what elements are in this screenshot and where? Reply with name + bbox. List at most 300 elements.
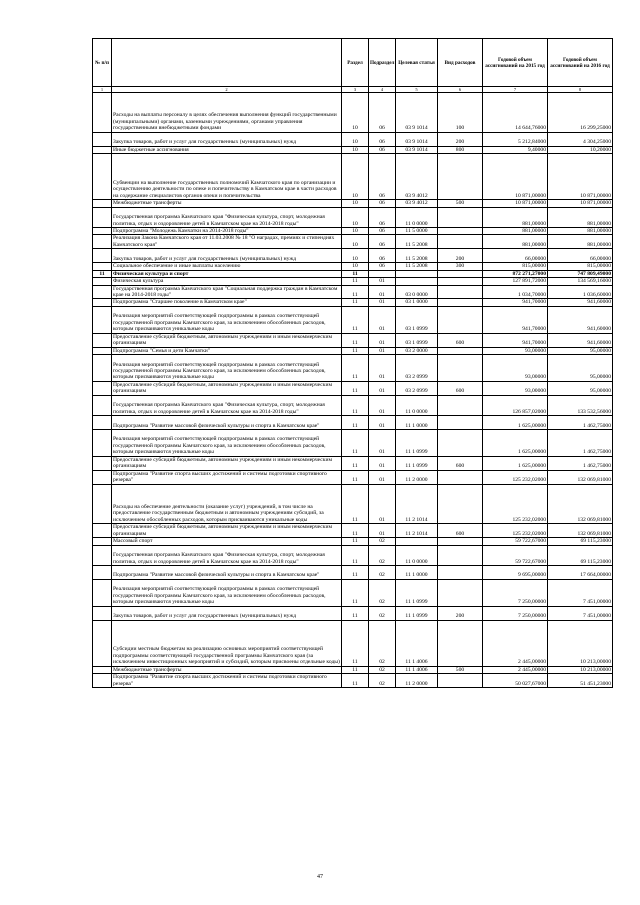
header-vol2016: Годовой объем ассигнований на 2016 год xyxy=(548,39,613,87)
row-number xyxy=(93,566,112,580)
target-article-code: 11 1 0000 xyxy=(396,566,438,580)
section-code: 11 xyxy=(342,416,369,430)
expense-name: Реализация мероприятий соответствующей подпрограммы в рамках соответствующей государственной программы Камчатского края, за исключением обособленных расходов, которым присваиваются уникальные коды xyxy=(112,355,342,382)
table-row xyxy=(93,263,613,270)
amount-2016: 10 213,00000 xyxy=(548,620,613,666)
expense-name: Физическая культура и спорт xyxy=(112,270,342,277)
target-article-code: 11 5 2008 xyxy=(396,235,438,249)
target-article-code: 11 0 0000 xyxy=(396,395,438,415)
target-article-code: 11 2 0000 xyxy=(396,470,438,484)
section-code: 10 xyxy=(342,146,369,153)
amount-2016: 132 069,81000 xyxy=(548,470,613,484)
amount-2016: 95,00000 xyxy=(548,355,613,382)
amount-2015: 815,00000 xyxy=(483,263,548,270)
expense-type-code: 600 xyxy=(438,524,483,538)
section-code: 11 xyxy=(342,620,369,666)
amount-2015: 2 445,00000 xyxy=(483,666,548,673)
row-number xyxy=(93,207,112,227)
subsection-code: 06 xyxy=(369,132,396,146)
expense-type-code xyxy=(438,395,483,415)
amount-2016: 10 213,00000 xyxy=(548,666,613,673)
subsection-code: 02 xyxy=(369,538,396,545)
expense-name: Подпрограмма "Молодежь Камчатки на 2014-2018 годы" xyxy=(112,227,342,234)
target-article-code: 11 2 1014 xyxy=(396,524,438,538)
row-number xyxy=(93,333,112,347)
table-row xyxy=(93,430,613,457)
table-row xyxy=(93,306,613,333)
section-code: 10 xyxy=(342,227,369,234)
expense-name: Закупка товаров, работ и услуг для государственных (муниципальных) нужд xyxy=(112,606,342,620)
header-subsection: Подраздел xyxy=(369,39,396,87)
table-row xyxy=(93,355,613,382)
section-code: 11 xyxy=(342,579,369,606)
amount-2016: 1 036,60000 xyxy=(548,285,613,299)
expense-type-code xyxy=(438,278,483,285)
target-article-code xyxy=(396,278,438,285)
target-article-code xyxy=(396,270,438,277)
subsection-code: 02 xyxy=(369,674,396,688)
expense-name: Реализация Закона Камчатского края от 11.03.2008 № 18 "О наградах, премиях и стипендиях Камчатского края" xyxy=(112,235,342,249)
expense-name: Предоставление субсидий бюджетным, автономным учреждениям и иным некоммерческим организациям xyxy=(112,381,342,395)
target-article-code: 03 2 0999 xyxy=(396,381,438,395)
expense-type-code: 600 xyxy=(438,381,483,395)
amount-2015: 7 250,00000 xyxy=(483,606,548,620)
table-row xyxy=(93,285,613,299)
expense-name: Государственная программа Камчатского края "Физическая культура, спорт, молодежная политика, отдых и оздоровление детей в Камчатском крае на 2014-2018 годы" xyxy=(112,395,342,415)
target-article-code: 03 1 0999 xyxy=(396,306,438,333)
header-name xyxy=(112,39,342,87)
expense-name: Субсидии местным бюджетам на реализацию основных мероприятий соответствующей подпрограммы соответствующей государственной программы Камчатского края (за исключением инвестиционных мероприятий и субсидий, которым присвоены отдельные коды) xyxy=(112,620,342,666)
amount-2016: 747 809,49000 xyxy=(548,270,613,277)
table-row xyxy=(93,524,613,538)
subsection-code: 02 xyxy=(369,620,396,666)
subsection-code: 01 xyxy=(369,285,396,299)
row-number xyxy=(93,263,112,270)
section-code: 11 xyxy=(342,674,369,688)
page-number: 47 xyxy=(317,874,323,880)
subsection-code xyxy=(369,270,396,277)
expense-type-code: 800 xyxy=(438,146,483,153)
subsection-code: 01 xyxy=(369,470,396,484)
table-row xyxy=(93,416,613,430)
amount-2016: 10,20000 xyxy=(548,146,613,153)
row-number xyxy=(93,524,112,538)
expense-name: Подпрограмма "Развитие массовой физической культуры и спорта в Камчатском крае" xyxy=(112,566,342,580)
amount-2015: 941,70000 xyxy=(483,299,548,306)
section-code: 11 xyxy=(342,538,369,545)
expense-type-code xyxy=(438,227,483,234)
amount-2015: 881,00000 xyxy=(483,207,548,227)
row-number: 11 xyxy=(93,270,112,277)
expense-type-code: 600 xyxy=(438,333,483,347)
amount-2015: 59 722,67000 xyxy=(483,538,548,545)
table-row xyxy=(93,132,613,146)
amount-2015: 941,70000 xyxy=(483,306,548,333)
section-code: 11 xyxy=(342,545,369,565)
subsection-code: 01 xyxy=(369,395,396,415)
section-code: 11 xyxy=(342,381,369,395)
amount-2015: 9,40000 xyxy=(483,146,548,153)
table-row xyxy=(93,333,613,347)
expense-type-code: 200 xyxy=(438,132,483,146)
table-row xyxy=(93,456,613,470)
row-number xyxy=(93,355,112,382)
expense-type-code xyxy=(438,430,483,457)
expense-type-code xyxy=(438,154,483,200)
expense-type-code xyxy=(438,235,483,249)
subsection-code: 01 xyxy=(369,416,396,430)
expense-name: Предоставление субсидий бюджетным, автономным учреждениям и иным некоммерческим организациям xyxy=(112,456,342,470)
subsection-code: 06 xyxy=(369,146,396,153)
amount-2016: 881,00000 xyxy=(548,235,613,249)
expense-name: Массовый спорт xyxy=(112,538,342,545)
amount-2015: 1 625,00000 xyxy=(483,430,548,457)
target-article-code: 03 1 0000 xyxy=(396,299,438,306)
row-number xyxy=(93,93,112,133)
expense-name: Подпрограмма "Развитие массовой физической культуры и спорта в Камчатском крае" xyxy=(112,416,342,430)
column-number: 6 xyxy=(438,87,483,93)
table-row xyxy=(93,381,613,395)
table-row xyxy=(93,154,613,200)
expense-type-code xyxy=(438,306,483,333)
table-row xyxy=(93,270,613,277)
table-row xyxy=(93,484,613,524)
table-row xyxy=(93,249,613,263)
expense-name: Подпрограмма "Семья и дети Камчатки" xyxy=(112,347,342,354)
expense-type-code xyxy=(438,355,483,382)
table-body xyxy=(93,93,613,688)
target-article-code: 11 0 0000 xyxy=(396,545,438,565)
expense-name: Предоставление субсидий бюджетным, автономным учреждениям и иным некоммерческим организациям xyxy=(112,333,342,347)
amount-2016: 941,60000 xyxy=(548,333,613,347)
subsection-code: 01 xyxy=(369,333,396,347)
expense-name: Иные бюджетные ассигнования xyxy=(112,146,342,153)
table-row xyxy=(93,299,613,306)
expense-name: Расходы на обеспечение деятельности (оказание услуг) учреждений, в том числе на предоставление государственным бюджетным и автономным учреждениям субсидий, за исключением обособленных расходов, которым присваиваются уникальные коды xyxy=(112,484,342,524)
amount-2016: 1 462,75000 xyxy=(548,456,613,470)
section-code: 11 xyxy=(342,355,369,382)
amount-2015: 125 232,02000 xyxy=(483,470,548,484)
target-article-code xyxy=(396,538,438,545)
row-number xyxy=(93,146,112,153)
expense-name: Расходы на выплаты персоналу в целях обеспечения выполнения функций государственными (муниципальными) органами, казенными учреждениями, органами управления государственными внебюджетными фондами xyxy=(112,93,342,133)
row-number xyxy=(93,674,112,688)
amount-2016: 7 451,00000 xyxy=(548,579,613,606)
column-number: 2 xyxy=(112,87,342,93)
header-target: Целевая статья xyxy=(396,39,438,87)
amount-2016: 1 462,75000 xyxy=(548,416,613,430)
expense-type-code: 500 xyxy=(438,666,483,673)
column-number: 5 xyxy=(396,87,438,93)
subsection-code: 06 xyxy=(369,227,396,234)
expense-type-code xyxy=(438,470,483,484)
row-number xyxy=(93,606,112,620)
subsection-code: 06 xyxy=(369,249,396,263)
amount-2016: 1 462,75000 xyxy=(548,430,613,457)
target-article-code: 11 1 4006 xyxy=(396,620,438,666)
expense-name: Подпрограмма "Развитие спорта высших достижений и системы подготовки спортивного резерва" xyxy=(112,470,342,484)
table-row xyxy=(93,470,613,484)
row-number xyxy=(93,430,112,457)
table-row xyxy=(93,538,613,545)
target-article-code: 11 1 4006 xyxy=(396,666,438,673)
amount-2015: 2 445,00000 xyxy=(483,620,548,666)
expense-type-code xyxy=(438,674,483,688)
section-code: 11 xyxy=(342,299,369,306)
section-code: 11 xyxy=(342,333,369,347)
table-row xyxy=(93,146,613,153)
amount-2016: 10 871,00000 xyxy=(548,154,613,200)
expense-name: Межбюджетные трансферты xyxy=(112,666,342,673)
amount-2015: 125 232,02000 xyxy=(483,524,548,538)
table-row xyxy=(93,278,613,285)
table-header-row xyxy=(93,39,613,87)
section-code: 11 xyxy=(342,278,369,285)
expense-name: Физическая культура xyxy=(112,278,342,285)
section-code: 10 xyxy=(342,249,369,263)
amount-2016: 95,00000 xyxy=(548,347,613,354)
row-number xyxy=(93,235,112,249)
subsection-code: 01 xyxy=(369,524,396,538)
table-row xyxy=(93,606,613,620)
expense-type-code: 300 xyxy=(438,263,483,270)
expense-type-code xyxy=(438,538,483,545)
section-code: 10 xyxy=(342,93,369,133)
row-number xyxy=(93,132,112,146)
table-row xyxy=(93,566,613,580)
expense-type-code xyxy=(438,347,483,354)
row-number xyxy=(93,579,112,606)
expense-name: Реализация мероприятий соответствующей подпрограммы в рамках соответствующей государственной программы Камчатского края, за исключением обособленных расходов, которым присваиваются уникальные коды xyxy=(112,306,342,333)
amount-2016: 95,00000 xyxy=(548,381,613,395)
amount-2016: 69 115,23000 xyxy=(548,538,613,545)
amount-2015: 93,00000 xyxy=(483,347,548,354)
table-row xyxy=(93,227,613,234)
target-article-code: 03 9 1014 xyxy=(396,93,438,133)
expense-type-code xyxy=(438,207,483,227)
expense-name: Закупка товаров, работ и услуг для государственных (муниципальных) нужд xyxy=(112,132,342,146)
amount-2015: 10 871,00000 xyxy=(483,200,548,207)
amount-2015: 5 212,84000 xyxy=(483,132,548,146)
expense-type-code xyxy=(438,285,483,299)
subsection-code: 01 xyxy=(369,381,396,395)
subsection-code: 01 xyxy=(369,306,396,333)
expense-type-code xyxy=(438,270,483,277)
section-code: 10 xyxy=(342,132,369,146)
row-number xyxy=(93,484,112,524)
expense-type-code xyxy=(438,620,483,666)
expense-type-code xyxy=(438,566,483,580)
amount-2016: 66,00000 xyxy=(548,249,613,263)
section-code: 11 xyxy=(342,347,369,354)
section-code: 11 xyxy=(342,456,369,470)
expense-name: Реализация мероприятий соответствующей подпрограммы в рамках соответствующей государственной программы Камчатского края, за исключением обособленных расходов, которым присваиваются уникальные коды xyxy=(112,579,342,606)
target-article-code: 11 5 2008 xyxy=(396,263,438,270)
target-article-code: 03 2 0000 xyxy=(396,347,438,354)
expense-name: Государственная программа Камчатского края "Социальная поддержка граждан в Камчатском крае на 2014-2018 годы" xyxy=(112,285,342,299)
amount-2015: 881,00000 xyxy=(483,227,548,234)
row-number xyxy=(93,306,112,333)
subsection-code: 01 xyxy=(369,278,396,285)
row-number xyxy=(93,666,112,673)
expense-name: Подпрограмма "Развитие спорта высших достижений и системы подготовки спортивного резерва" xyxy=(112,674,342,688)
section-code: 11 xyxy=(342,430,369,457)
subsection-code: 02 xyxy=(369,579,396,606)
row-number xyxy=(93,545,112,565)
target-article-code: 11 1 0000 xyxy=(396,416,438,430)
subsection-code: 06 xyxy=(369,200,396,207)
expense-name: Предоставление субсидий бюджетным, автономным учреждениям и иным некоммерческим организациям xyxy=(112,524,342,538)
subsection-code: 06 xyxy=(369,207,396,227)
amount-2016: 133 532,56000 xyxy=(548,395,613,415)
amount-2016: 4 304,25000 xyxy=(548,132,613,146)
subsection-code: 01 xyxy=(369,347,396,354)
section-code: 11 xyxy=(342,470,369,484)
expense-type-code xyxy=(438,579,483,606)
subsection-code: 02 xyxy=(369,566,396,580)
section-code: 10 xyxy=(342,200,369,207)
amount-2015: 9 695,00000 xyxy=(483,566,548,580)
amount-2015: 127 891,72000 xyxy=(483,278,548,285)
subsection-code: 02 xyxy=(369,666,396,673)
budget-document xyxy=(92,38,612,688)
amount-2015: 93,00000 xyxy=(483,355,548,382)
section-code: 11 xyxy=(342,285,369,299)
target-article-code: 03 9 4012 xyxy=(396,154,438,200)
amount-2015: 881,00000 xyxy=(483,235,548,249)
row-number xyxy=(93,278,112,285)
subsection-code: 01 xyxy=(369,355,396,382)
row-number xyxy=(93,395,112,415)
target-article-code: 11 0 0000 xyxy=(396,207,438,227)
amount-2016: 941,60000 xyxy=(548,306,613,333)
section-code: 11 xyxy=(342,666,369,673)
target-article-code: 11 1 0999 xyxy=(396,606,438,620)
target-article-code: 11 1 0999 xyxy=(396,456,438,470)
expense-name: Закупка товаров, работ и услуг для государственных (муниципальных) нужд xyxy=(112,249,342,263)
expense-type-code xyxy=(438,299,483,306)
amount-2016: 51 451,23000 xyxy=(548,674,613,688)
section-code: 11 xyxy=(342,484,369,524)
table-row xyxy=(93,545,613,565)
amount-2015: 93,00000 xyxy=(483,381,548,395)
target-article-code: 11 2 0000 xyxy=(396,674,438,688)
header-exp-type: Вид расходов xyxy=(438,39,483,87)
amount-2016: 132 069,81000 xyxy=(548,484,613,524)
expense-name: Подпрограмма "Старшее поколение в Камчатском крае" xyxy=(112,299,342,306)
subsection-code: 06 xyxy=(369,93,396,133)
row-number xyxy=(93,200,112,207)
amount-2015: 7 250,00000 xyxy=(483,579,548,606)
expense-name: Межбюджетные трансферты xyxy=(112,200,342,207)
amount-2015: 1 034,70000 xyxy=(483,285,548,299)
amount-2016: 17 664,00000 xyxy=(548,566,613,580)
target-article-code: 11 5 0000 xyxy=(396,227,438,234)
section-code: 10 xyxy=(342,154,369,200)
table-row xyxy=(93,674,613,688)
subsection-code: 01 xyxy=(369,456,396,470)
column-number: 7 xyxy=(483,87,548,93)
expense-type-code: 500 xyxy=(438,200,483,207)
section-code: 10 xyxy=(342,263,369,270)
section-code: 10 xyxy=(342,235,369,249)
subsection-code: 06 xyxy=(369,154,396,200)
expense-type-code xyxy=(438,416,483,430)
table-row xyxy=(93,93,613,133)
expense-name: Государственная программа Камчатского края "Физическая культура, спорт, молодежная политика, отдых и оздоровление детей в Камчатском крае на 2014-2018 годы" xyxy=(112,207,342,227)
amount-2016: 16 299,25000 xyxy=(548,93,613,133)
target-article-code: 03 1 0999 xyxy=(396,333,438,347)
row-number xyxy=(93,347,112,354)
row-number xyxy=(93,416,112,430)
amount-2015: 59 722,67000 xyxy=(483,545,548,565)
section-code: 11 xyxy=(342,306,369,333)
expense-type-code: 200 xyxy=(438,249,483,263)
row-number xyxy=(93,227,112,234)
amount-2015: 50 027,67000 xyxy=(483,674,548,688)
expense-type-code: 200 xyxy=(438,606,483,620)
amount-2016: 881,00000 xyxy=(548,207,613,227)
amount-2016: 815,00000 xyxy=(548,263,613,270)
amount-2016: 941,60000 xyxy=(548,299,613,306)
expense-type-code: 100 xyxy=(438,93,483,133)
row-number xyxy=(93,249,112,263)
amount-2016: 132 069,81000 xyxy=(548,524,613,538)
column-number: 1 xyxy=(93,87,112,93)
table-row xyxy=(93,235,613,249)
column-number: 4 xyxy=(369,87,396,93)
section-code: 11 xyxy=(342,270,369,277)
row-number xyxy=(93,470,112,484)
amount-2015: 1 625,00000 xyxy=(483,456,548,470)
amount-2015: 14 644,76000 xyxy=(483,93,548,133)
amount-2016: 10 871,00000 xyxy=(548,200,613,207)
amount-2015: 126 857,02000 xyxy=(483,395,548,415)
subsection-code: 06 xyxy=(369,235,396,249)
table-row xyxy=(93,620,613,666)
subsection-code: 01 xyxy=(369,484,396,524)
target-article-code: 03 9 1014 xyxy=(396,132,438,146)
amount-2015: 1 625,00000 xyxy=(483,416,548,430)
row-number xyxy=(93,299,112,306)
expense-type-code xyxy=(438,484,483,524)
target-article-code: 11 2 1014 xyxy=(396,484,438,524)
target-article-code: 11 1 0999 xyxy=(396,579,438,606)
expense-name: Социальное обеспечение и иные выплаты населению xyxy=(112,263,342,270)
row-number xyxy=(93,538,112,545)
amount-2016: 134 569,16000 xyxy=(548,278,613,285)
target-article-code: 11 5 2008 xyxy=(396,249,438,263)
amount-2015: 66,00000 xyxy=(483,249,548,263)
target-article-code: 03 9 4012 xyxy=(396,200,438,207)
column-number: 8 xyxy=(548,87,613,93)
header-section: Раздел xyxy=(342,39,369,87)
subsection-code: 01 xyxy=(369,299,396,306)
subsection-code: 02 xyxy=(369,545,396,565)
table-row xyxy=(93,579,613,606)
section-code: 11 xyxy=(342,524,369,538)
row-number xyxy=(93,456,112,470)
table-row xyxy=(93,347,613,354)
amount-2015: 125 232,02000 xyxy=(483,484,548,524)
header-vol2015: Годовой объем ассигнований на 2015 год xyxy=(483,39,548,87)
target-article-code: 03 2 0999 xyxy=(396,355,438,382)
budget-table xyxy=(92,38,613,688)
expense-name: Государственная программа Камчатского края "Физическая культура, спорт, молодежная политика, отдых и оздоровление детей в Камчатском крае на 2014-2018 годы" xyxy=(112,545,342,565)
section-code: 11 xyxy=(342,395,369,415)
amount-2015: 10 871,00000 xyxy=(483,154,548,200)
amount-2015: 872 271,27000 xyxy=(483,270,548,277)
